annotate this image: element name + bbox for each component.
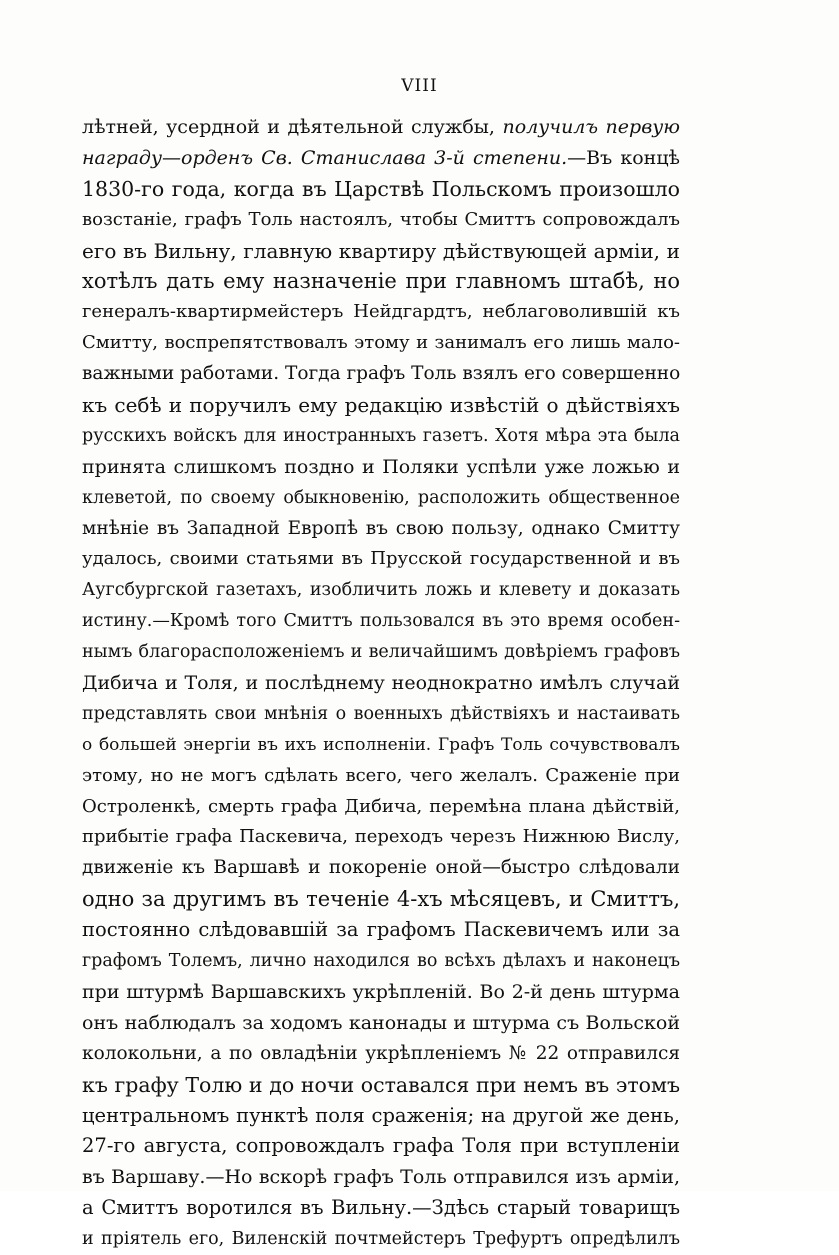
text-segment: а Смиттъ воротился въ Вильну.—Здѣсь старый товарищъ bbox=[82, 1196, 680, 1220]
text-segment-italic: награду—орденъ Св. Станислава 3-й степени. bbox=[82, 146, 568, 169]
text-segment-italic: получилъ первую bbox=[502, 116, 680, 138]
text-segment: одно за другимъ въ теченіе 4-хъ мѣсяцевъ, и Смиттъ, bbox=[82, 887, 680, 912]
text-segment: Аугсбургской газетахъ, изобличить ложь и клевету и доказать bbox=[82, 580, 680, 601]
text-segment: истину.—Кромѣ того Смиттъ пользовался въ это время особен- bbox=[82, 611, 680, 632]
text-line bbox=[82, 884, 680, 915]
text-line bbox=[82, 1131, 680, 1162]
text-segment: важными работами. Тогда графъ Толь взялъ его совершенно bbox=[82, 363, 680, 385]
text-segment: принята слишкомъ поздно и Поляки успѣли уже ложью и bbox=[82, 455, 680, 478]
text-segment: прибытіе графа Паскевича, переходъ черезъ Нижнюю Вислу, bbox=[82, 826, 680, 848]
text-line bbox=[82, 236, 680, 267]
text-line bbox=[82, 421, 680, 452]
text-segment: удалось, своими статьями въ Прусской государственной и въ bbox=[82, 548, 680, 570]
text-line bbox=[82, 730, 680, 761]
text-line bbox=[82, 143, 680, 174]
text-line bbox=[82, 668, 680, 699]
text-segment: русскихъ войскъ для иностранныхъ газетъ. Хотя мѣра эта была bbox=[82, 425, 680, 446]
text-segment: 1830-го года, когда въ Царствѣ Польскомъ произошло bbox=[82, 176, 680, 201]
text-line bbox=[82, 328, 680, 359]
text-segment: Смитту, воспрепятствовалъ этому и занималъ его лишь мало- bbox=[82, 332, 680, 354]
text-line bbox=[82, 359, 680, 390]
text-line bbox=[82, 637, 680, 668]
text-line bbox=[82, 1193, 680, 1224]
text-segment: —Въ концѣ bbox=[567, 146, 680, 169]
text-line bbox=[82, 544, 680, 575]
text-line bbox=[82, 761, 680, 792]
text-segment: въ Варшаву.—Но вскорѣ графъ Толь отправился изъ арміи, bbox=[82, 1166, 680, 1189]
text-line bbox=[82, 174, 680, 205]
text-segment: представлять свои мнѣнія о военныхъ дѣйствіяхъ и настаивать bbox=[82, 703, 680, 724]
text-segment: 27-го августа, сопровождалъ графа Толя при вступленіи bbox=[82, 1134, 680, 1158]
text-line bbox=[82, 452, 680, 483]
body-text bbox=[82, 112, 680, 1255]
text-line bbox=[82, 699, 680, 730]
text-line bbox=[82, 822, 680, 853]
text-segment: нымъ благорасположеніемъ и величайшимъ довѣріемъ графовъ bbox=[82, 642, 680, 663]
text-segment: генералъ-квартирмейстеръ Нейдгардтъ, неблаговолившій къ bbox=[82, 301, 680, 323]
text-line bbox=[82, 390, 680, 421]
text-segment: лѣтней, усердной и дѣятельной службы, bbox=[82, 116, 503, 138]
text-segment: и пріятель его, Виленскій почтмейстеръ Трефуртъ опредѣлилъ bbox=[82, 1229, 680, 1250]
text-line bbox=[82, 205, 680, 236]
text-segment: клеветой, по своему обыкновенію, расположить общественное bbox=[82, 487, 680, 508]
text-line bbox=[82, 1039, 680, 1070]
text-segment: Остроленкѣ, смерть графа Дибича, перемѣна плана дѣйствій, bbox=[82, 795, 680, 817]
text-line bbox=[82, 575, 680, 606]
text-segment: движеніе къ Варшавѣ и покореніе оной—быстро слѣдовали bbox=[82, 857, 680, 879]
text-segment: графомъ Толемъ, лично находился во всѣхъ дѣлахъ и наконецъ bbox=[82, 951, 680, 972]
text-segment: къ графу Толю и до ночи оставался при немъ въ этомъ bbox=[82, 1072, 680, 1097]
text-line bbox=[82, 946, 680, 977]
text-segment: колокольни, а по овладѣніи укрѣпленіемъ № 22 отправился bbox=[82, 1042, 680, 1064]
text-line bbox=[82, 266, 680, 297]
text-line bbox=[82, 483, 680, 514]
text-line bbox=[82, 1101, 680, 1132]
text-line bbox=[82, 915, 680, 946]
text-line bbox=[82, 112, 680, 143]
text-line bbox=[82, 792, 680, 823]
text-segment: хотѣлъ дать ему назначеніе при главномъ штабѣ, но bbox=[82, 269, 680, 294]
text-segment: этому, но не могъ сдѣлать всего, чего желалъ. Сраженіе при bbox=[82, 764, 680, 786]
text-line bbox=[82, 1224, 680, 1255]
text-line bbox=[82, 606, 680, 637]
text-segment: возстаніе, графъ Толь настоялъ, чтобы Смиттъ сопровождалъ bbox=[82, 208, 680, 230]
text-segment: постоянно слѣдовавшій за графомъ Паскевичемъ или за bbox=[82, 918, 680, 942]
text-line bbox=[82, 977, 680, 1008]
text-line bbox=[82, 853, 680, 884]
text-line bbox=[82, 514, 680, 545]
text-line bbox=[82, 297, 680, 328]
text-line bbox=[82, 1162, 680, 1193]
page-number: VIII bbox=[401, 76, 438, 96]
text-segment: мнѣніе въ Западной Европѣ въ свою пользу, однако Смитту bbox=[82, 517, 680, 539]
text-line bbox=[82, 1008, 680, 1039]
text-segment: онъ наблюдалъ за ходомъ канонады и штурма съ Вольской bbox=[82, 1011, 680, 1034]
text-segment: о большей энергіи въ ихъ исполненіи. Графъ Толь сочувствовалъ bbox=[82, 734, 680, 755]
text-segment: его въ Вильну, главную квартиру дѣйствующей арміи, и bbox=[82, 238, 680, 263]
text-segment: при штурмѣ Варшавскихъ укрѣпленій. Во 2-й день штурма bbox=[82, 980, 680, 1003]
text-segment: Дибича и Толя, и послѣднему неоднократно имѣлъ случай bbox=[82, 672, 680, 695]
text-segment: центральномъ пунктѣ поля сраженія; на другой же день, bbox=[82, 1103, 680, 1127]
text-line bbox=[82, 1070, 680, 1101]
text-segment: къ себѣ и поручилъ ему редакцію извѣстій о дѣйствіяхъ bbox=[82, 393, 680, 418]
